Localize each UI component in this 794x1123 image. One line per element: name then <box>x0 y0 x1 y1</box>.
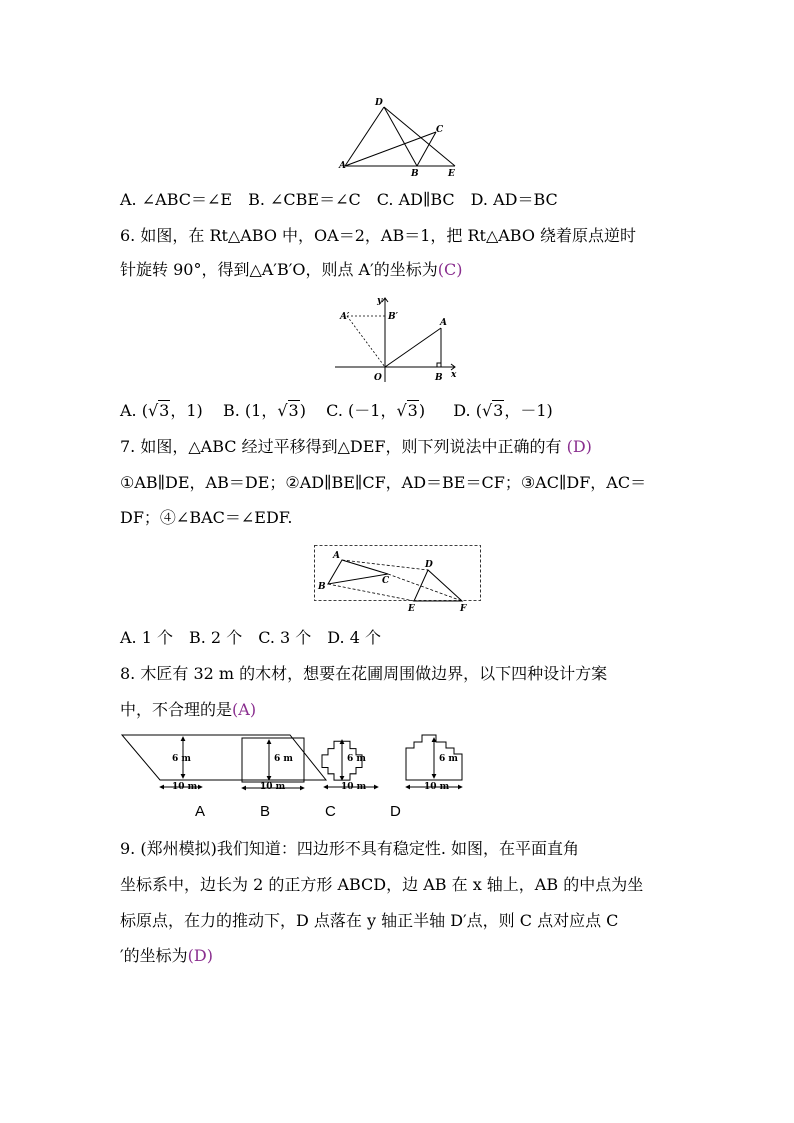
fig6-label-b: B <box>435 373 443 383</box>
option-a-width-label: 10 m <box>172 782 198 792</box>
q6-text-line1: 6. 如图，在 Rt△ABO 中，OA＝2，AB＝1，把 Rt△ABO 绕着原点逆时 <box>120 226 637 245</box>
fig5-label-a: A <box>339 161 346 171</box>
figure-q8 <box>120 732 480 794</box>
q7-text-line2: ①AB∥DE，AB＝DE；②AD∥BE∥CF，AD＝BE＝CF；③AC∥DF，AC＝ <box>120 473 647 492</box>
fig5-label-d: D <box>375 98 383 108</box>
option-a-parallelogram <box>122 735 326 780</box>
q9-text-line4: ′的坐标为(D) <box>120 946 213 965</box>
fig7-label-f: F <box>460 604 467 614</box>
option-d-height-label: 6 m <box>439 754 458 764</box>
q9-text-line1: 9. (郑州模拟)我们知道：四边形不具有稳定性. 如图，在平面直角 <box>120 839 580 858</box>
fig5-label-b: B <box>411 169 419 179</box>
sqrt-sign: √3 <box>396 401 418 420</box>
q7-options: A. 1 个 B. 2 个 C. 3 个 D. 4 个 <box>120 628 381 647</box>
fig7-label-b: B <box>318 582 326 592</box>
q9-text-line2: 坐标系中，边长为 2 的正方形 ABCD，边 AB 在 x 轴上，AB 的中点为坐 <box>120 875 644 894</box>
q6-options: A. (√3，1) B. (1，√3) C. (－1，√3) D. (√3，－1) <box>120 401 553 420</box>
fig5-label-c: C <box>436 125 444 135</box>
q7-answer: (D) <box>566 437 592 456</box>
sqrt-sign: √3 <box>481 401 504 420</box>
option-b-rectangle <box>242 738 304 782</box>
sqrt-sign: √3 <box>277 401 299 420</box>
q8-option-label-b: B <box>260 803 271 820</box>
q8-answer: (A) <box>232 700 257 719</box>
option-b-width-label: 10 m <box>260 782 286 792</box>
fig7-label-c: C <box>382 576 390 586</box>
figure-q5 <box>335 94 465 178</box>
fig6-label-x: x <box>451 370 457 380</box>
q7-text-line1: 7. 如图，△ABC 经过平移得到△DEF，则下列说法中正确的有 (D) <box>120 437 592 456</box>
sqrt-sign: √3 <box>147 401 170 420</box>
option-c-height-label: 6 m <box>347 754 366 764</box>
q8-text-line2: 中，不合理的是(A) <box>120 700 257 719</box>
fig6-label-y: y <box>377 296 383 306</box>
fig7-label-d: D <box>425 560 433 570</box>
fig6-label-a: A <box>440 318 447 328</box>
q9-text-line3: 标原点，在力的推动下，D 点落在 y 轴正半轴 D′点，则 C 点对应点 C <box>120 911 619 930</box>
q6-answer: (C) <box>437 260 463 279</box>
q8-option-label-a: A <box>195 803 206 820</box>
q8-option-label-d: D <box>390 803 401 820</box>
option-d-width-label: 10 m <box>424 782 450 792</box>
fig7-label-e: E <box>408 604 415 614</box>
fig6-label-a-prime: A′ <box>340 312 350 322</box>
q5-options: A. ∠ABC＝∠E B. ∠CBE＝∠C C. AD∥BC D. AD＝BC <box>120 190 558 209</box>
option-a-height-label: 6 m <box>172 754 191 764</box>
fig7-label-a: A <box>333 551 340 561</box>
fig5-label-e: E <box>448 169 455 179</box>
q7-text-line3: DF；④∠BAC＝∠EDF. <box>120 508 293 527</box>
option-b-height-label: 6 m <box>274 754 293 764</box>
figure-q7 <box>314 545 482 615</box>
q6-text-line2: 针旋转 90°，得到△A′B′O，则点 A′的坐标为(C) <box>120 260 463 279</box>
q9-answer: (D) <box>187 946 213 965</box>
q8-text-line1: 8. 木匠有 32 m 的木材，想要在花圃周围做边界，以下四种设计方案 <box>120 664 608 683</box>
fig6-label-o: O <box>374 373 382 383</box>
figure-q6 <box>333 294 463 386</box>
fig6-label-b-prime: B′ <box>388 312 398 322</box>
option-c-width-label: 10 m <box>341 782 367 792</box>
q8-option-label-c: C <box>325 803 336 820</box>
